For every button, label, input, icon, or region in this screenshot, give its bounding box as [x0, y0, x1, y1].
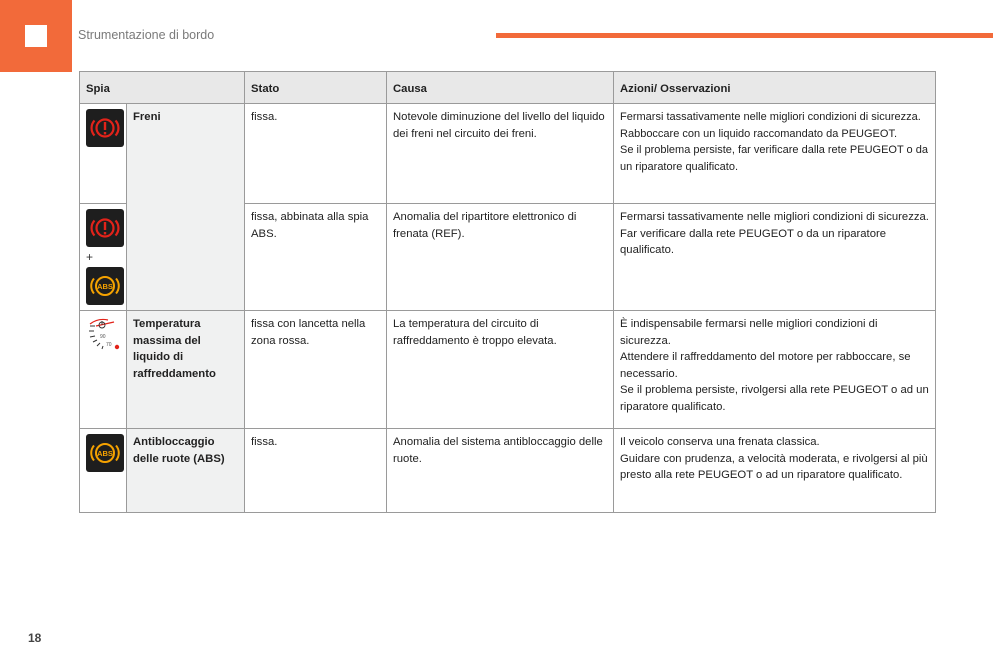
- lamp-azioni: [614, 204, 936, 311]
- section-title: Strumentazione di bordo: [78, 28, 215, 42]
- table-row: [80, 429, 936, 513]
- abs-warning-icon: [86, 434, 124, 472]
- lamp-causa: La temperatura del circuito di raffreddamento è troppo elevata.: [387, 311, 614, 429]
- column-header-spia: Spia: [80, 72, 245, 104]
- coolant-temperature-gauge-icon: [86, 316, 126, 356]
- icon-cell: [80, 104, 127, 204]
- lamp-azioni: [614, 429, 936, 513]
- azione-line: Rabboccare con un liquido raccomandato da PEUGEOT.: [620, 127, 898, 140]
- column-header-causa: Causa: [387, 72, 614, 104]
- azione-line: Il veicolo conserva una frenata classica.: [620, 436, 820, 448]
- lamp-stato: fissa.: [245, 104, 387, 204]
- azione-line: Se il problema persiste, rivolgersi alla rete PEUGEOT o ad un riparatore qualificato.: [620, 384, 929, 413]
- lamp-stato: fissa con lancetta nella zona rossa.: [245, 311, 387, 429]
- plus-sign: +: [86, 250, 94, 264]
- column-header-azioni: Azioni/ Osservazioni: [614, 72, 936, 104]
- icon-cell: [80, 311, 127, 429]
- abs-icon-label: ABS: [97, 449, 113, 458]
- lamp-name: Antibloccaggio delle ruote (ABS): [127, 429, 245, 513]
- azione-line: Guidare con prudenza, a velocità moderata, e rivolgersi al più presto alla rete PEUGEOT o ad un riparatore qualificato.: [620, 452, 928, 481]
- table-row: [80, 311, 936, 429]
- page-number: 18: [28, 631, 42, 645]
- azione-line: Far verificare dalla rete PEUGEOT o da un riparatore qualificato.: [620, 227, 887, 256]
- brake-warning-icon: [86, 109, 124, 147]
- lamp-name: Freni: [127, 104, 245, 311]
- azione-line: Attendere il raffreddamento del motore per rabboccare, se necessario.: [620, 351, 911, 380]
- abs-warning-icon: [86, 267, 124, 305]
- column-header-stato: Stato: [245, 72, 387, 104]
- azione-line: Fermarsi tassativamente nelle migliori condizioni di sicurezza.: [620, 211, 929, 223]
- lamp-stato: fissa.: [245, 429, 387, 513]
- warning-lamps-table: [79, 71, 936, 513]
- chapter-tab: [0, 0, 72, 72]
- table-row: [80, 104, 936, 204]
- lamp-causa: Notevole diminuzione del livello del liquido dei freni nel circuito dei freni.: [387, 104, 614, 204]
- lamp-causa: Anomalia del sistema antibloccaggio delle ruote.: [387, 429, 614, 513]
- table-header-row: [80, 72, 936, 104]
- header-accent-bar: [496, 33, 993, 38]
- brake-warning-icon: [86, 209, 124, 247]
- gauge-label-70: 70: [106, 342, 112, 348]
- azione-line: È indispensabile fermarsi nelle migliori condizioni di sicurezza.: [620, 318, 878, 347]
- lamp-causa: Anomalia del ripartitore elettronico di frenata (REF).: [387, 204, 614, 311]
- lamp-azioni: [614, 311, 936, 429]
- azione-line: Fermarsi tassativamente nelle migliori condizioni di sicurezza.: [620, 111, 921, 123]
- lamp-azioni: [614, 104, 936, 204]
- abs-icon-label: ABS: [97, 282, 113, 291]
- lamp-stato: fissa, abbinata alla spia ABS.: [245, 204, 387, 311]
- icon-cell: [80, 204, 127, 311]
- azione-line: Se il problema persiste, far verificare dalla rete PEUGEOT o da un riparatore qualificato.: [620, 144, 928, 173]
- gauge-label-90: 90: [100, 334, 106, 340]
- lamp-name: Temperatura massima del liquido di raffreddamento: [127, 311, 245, 429]
- chapter-tab-square: [25, 25, 47, 47]
- icon-cell: [80, 429, 127, 513]
